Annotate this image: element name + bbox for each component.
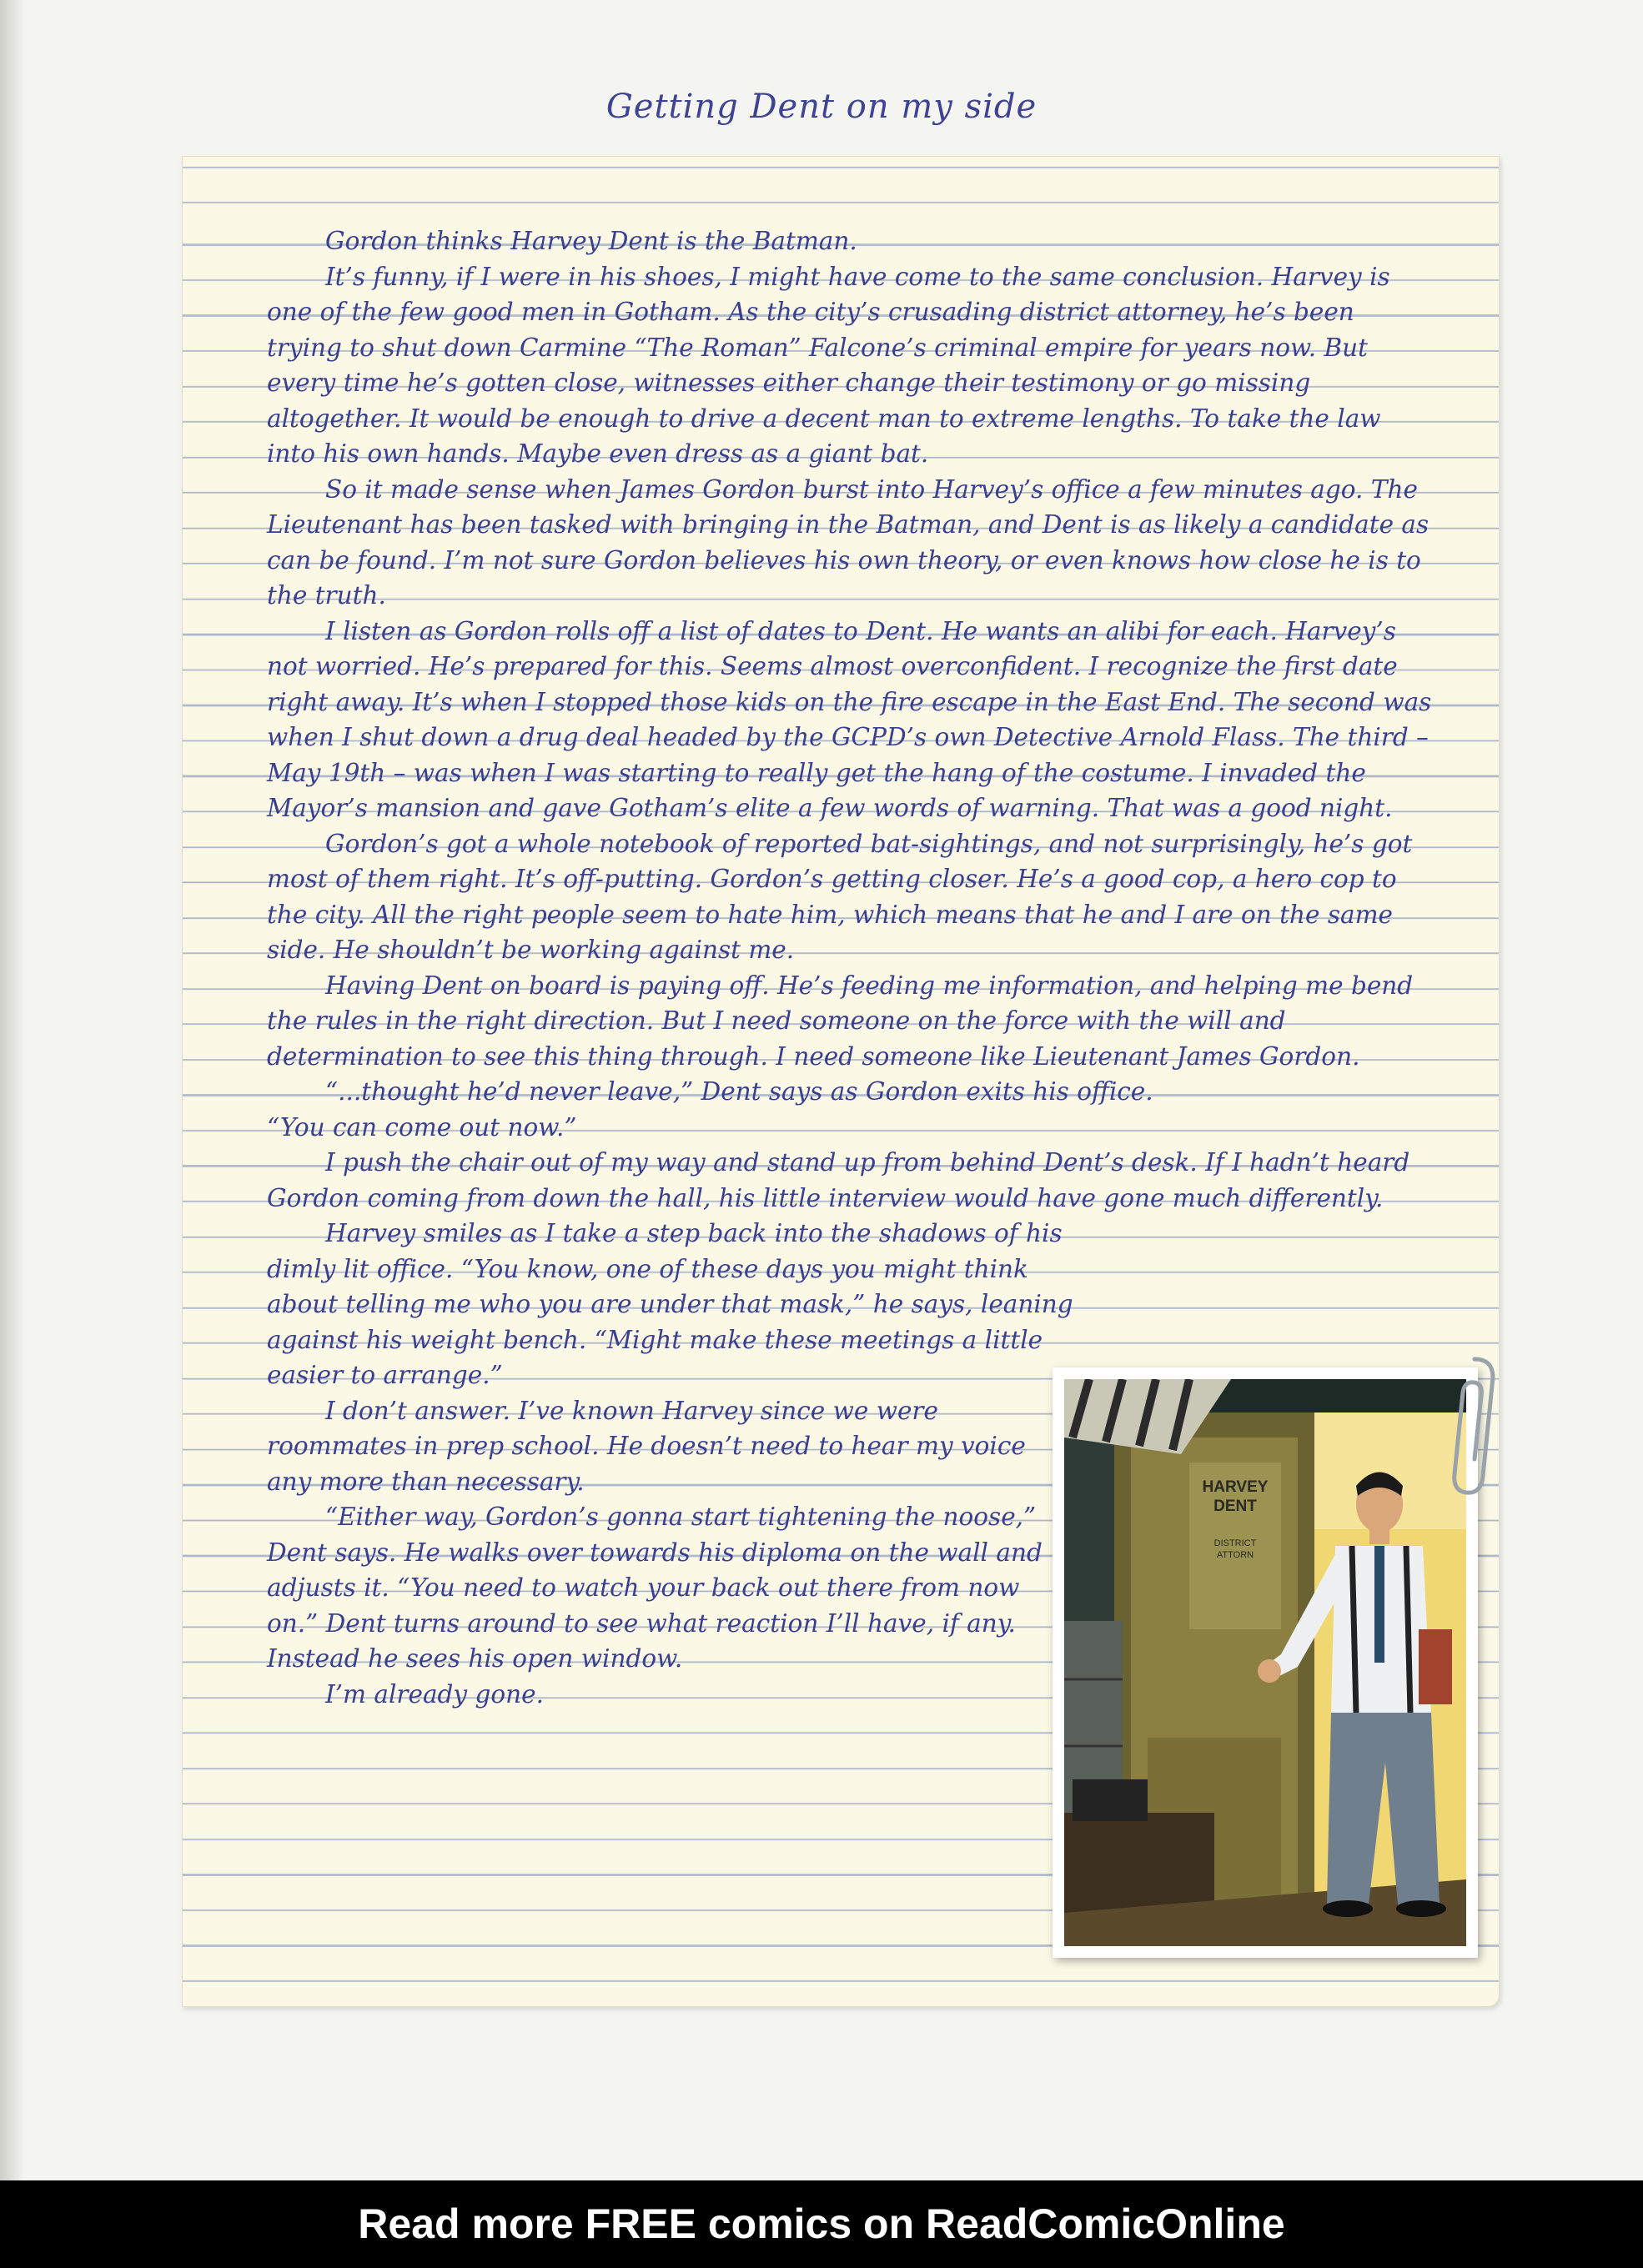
paragraph: I don’t answer. I’ve known Harvey since we were roommates in prep school. He doesn’t need to hear my voice any more than necessary. bbox=[267, 1396, 1026, 1496]
door-sign-surname: DENT bbox=[1213, 1498, 1257, 1515]
paperclip-icon bbox=[1450, 1351, 1500, 1501]
paragraph: “Either way, Gordon’s gonna start tightening the noose,” Dent says. He walks over towards his diploma on the wall and adjusts it. “You need to watch your back out there from now on.” Dent turns around to see what reaction I’ll have, if any. Instead he sees his open window. bbox=[267, 1503, 1043, 1673]
paragraph: I push the chair out of my way and stand up from behind Dent’s desk. If I hadn’t heard Gordon coming from down the hall, his little interview would have gone much differently. bbox=[267, 1148, 1410, 1212]
paragraph: Harvey smiles as I take a step back into the shadows of his dimly lit office. “You know, one of these days you might think about telling me who you are under that mask,” he says, leaning against his weight bench. “Might make these meetings a little easier to arrange.” bbox=[267, 1219, 1073, 1389]
paragraph: So it made sense when James Gordon burst into Harvey’s office a few minutes ago. The Lieutenant has been tasked with bringing in the Batman, and Dent is as likely a candidate as can be found. I’m not sure Gordon believes his own theory, or even knows how close he is to the truth. bbox=[267, 474, 1429, 610]
paragraph: I listen as Gordon rolls off a list of dates to Dent. He wants an alibi for each. Harvey’s not worried. He’s prepared for this. Seems almost overconfident. I recognize the first date right away. It’s when I stopped those kids on the fire escape in the East End. The second was when I shut down a drug deal headed by the GCPD’s own Detective Arnold Flass. The third – May 19th – was when I was starting to really get the hang of the costume. I invaded the Mayor’s mansion and gave Gotham’s elite a few words of warning. That was a good night. bbox=[267, 616, 1432, 822]
door-sign-title-2: ATTORN bbox=[1216, 1550, 1254, 1560]
read-more-banner[interactable]: Read more FREE comics on ReadComicOnline bbox=[0, 2180, 1643, 2268]
paragraph: “...thought he’d never leave,” Dent says as Gordon exits his office. bbox=[325, 1077, 1153, 1106]
clipped-illustration bbox=[1053, 1367, 1478, 1958]
door-sign-title-1: DISTRICT bbox=[1213, 1538, 1257, 1548]
paragraph: “You can come out now.” bbox=[267, 1112, 577, 1142]
paragraph: Gordon’s got a whole notebook of reported bat-sightings, and not surprisingly, he’s got most of them right. It’s off-putting. Gordon’s getting closer. He’s a good cop, a hero cop to the city. All the right people seem to hate him, which means that he and I are on the same side. He shouldn’t be working against me. bbox=[267, 829, 1413, 964]
paragraph: Having Dent on board is paying off. He’s feeding me information, and helping me bend the rules in the right direction. But I need someone on the force with the will and determination to see this thing through. I need someone like Lieutenant James Gordon. bbox=[267, 971, 1414, 1071]
page-gutter-shadow bbox=[0, 0, 25, 2180]
harvey-dent-illustration bbox=[1064, 1379, 1466, 1946]
page-title: Getting Dent on my side bbox=[605, 88, 1038, 126]
paragraph: It’s funny, if I were in his shoes, I might have come to the same conclusion. Harvey is one of the few good men in Gotham. As the city’s crusading district attorney, he’s been trying to shut down Carmine “The Roman” Falcone’s criminal empire for years now. But every time he’s gotten close, witnesses either change their testimony or go missing altogether. It would be enough to drive a decent man to extreme lengths. To take the law into his own hands. Maybe even dress as a giant bat. bbox=[267, 262, 1390, 468]
door-sign-name: HARVEY bbox=[1202, 1478, 1269, 1496]
paragraph: I’m already gone. bbox=[325, 1679, 544, 1709]
paragraph: Gordon thinks Harvey Dent is the Batman. bbox=[325, 227, 857, 255]
